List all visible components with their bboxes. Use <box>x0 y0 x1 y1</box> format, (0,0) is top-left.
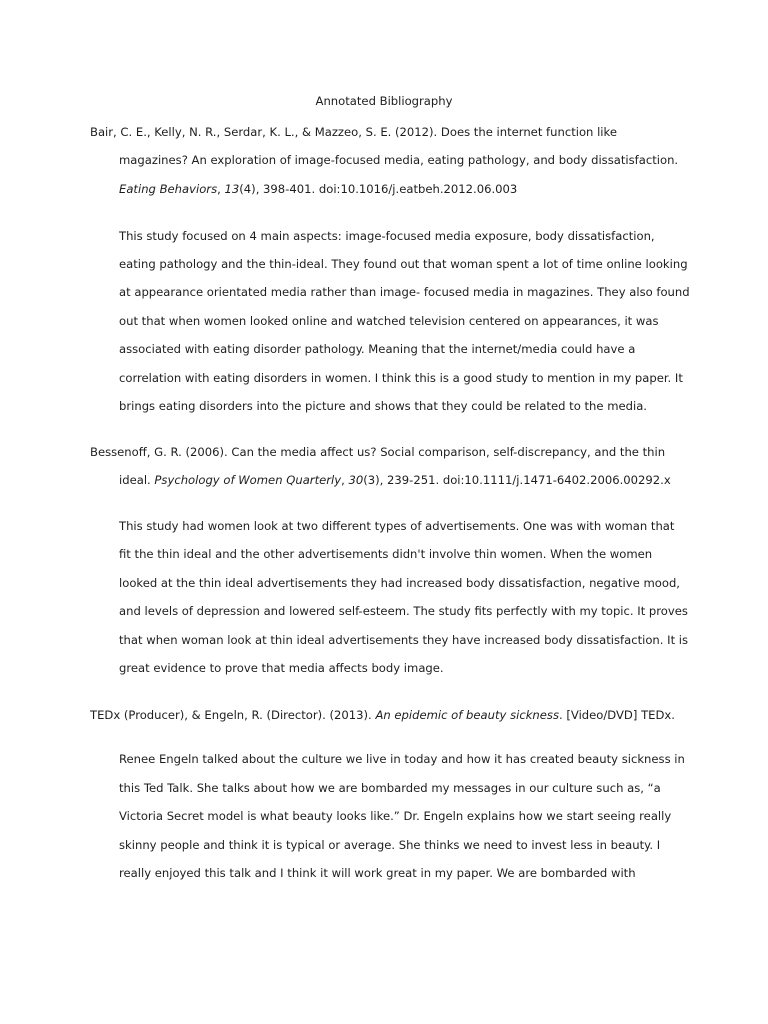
annotation-line: skinny people and think it is typical or average. She thinks we need to invest less in beauty. I <box>119 838 661 852</box>
citation-line: Bessenoff, G. R. (2006). Can the media affect us? Social comparison, self-discrepancy, and the thin <box>90 445 666 459</box>
annotation-line: Renee Engeln talked about the culture we live in today and how it has created beauty sickness in <box>119 752 685 766</box>
citation-details: (4), 398-401. doi:10.1016/j.eatbeh.2012.06.003 <box>239 182 518 196</box>
annotation-line: eating pathology and the thin-ideal. They found out that woman spent a lot of time online looking <box>119 257 688 271</box>
citation-line: Bair, C. E., Kelly, N. R., Serdar, K. L., & Mazzeo, S. E. (2012). Does the internet function like <box>90 125 617 139</box>
citation-text: TEDx (Producer), & Engeln, R. (Director). (2013). <box>90 708 376 722</box>
annotation-line: this Ted Talk. She talks about how we are bombarded my messages in our culture such as, “a <box>119 781 661 795</box>
journal-volume: 13 <box>224 182 240 196</box>
annotation-line: that when woman look at thin ideal advertisements they have increased body dissatisfaction. It is <box>119 633 689 647</box>
annotation-line: Victoria Secret model is what beauty looks like.” Dr. Engeln explains how we start seeing really <box>119 809 672 823</box>
page-title: Annotated Bibliography <box>315 94 453 108</box>
annotation-line: This study focused on 4 main aspects: image-focused media exposure, body dissatisfaction, <box>119 229 655 243</box>
citation-details: . [Video/DVD] TEDx. <box>559 708 675 722</box>
annotation-line: really enjoyed this talk and I think it will work great in my paper. We are bombarded with <box>119 866 636 880</box>
annotation-line: associated with eating disorder pathology. Meaning that the internet/media could have a <box>119 342 636 356</box>
annotation-line: correlation with eating disorders in women. I think this is a good study to mention in my paper. It <box>119 371 683 385</box>
journal-title: Psychology of Women Quarterly <box>154 473 342 487</box>
annotation-line: This study had women look at two different types of advertisements. One was with woman that <box>119 519 675 533</box>
journal-title: Eating Behaviors <box>119 182 218 196</box>
citation-line <box>90 706 675 724</box>
annotation-line: out that when women looked online and watched television centered on appearances, it was <box>119 314 659 328</box>
citation-separator: , <box>217 182 225 196</box>
work-title: An epidemic of beauty sickness <box>375 708 559 722</box>
annotation-line: and levels of depression and lowered self-esteem. The study fits perfectly with my topic. It proves <box>119 604 688 618</box>
journal-volume: 30 <box>348 473 364 487</box>
citation-line <box>119 471 671 489</box>
citation-text: ideal. <box>119 473 155 487</box>
citation-details: (3), 239-251. doi:10.1111/j.1471-6402.2006.00292.x <box>363 473 671 487</box>
citation-separator: , <box>341 473 349 487</box>
annotation-line: brings eating disorders into the picture and shows that they could be related to the media. <box>119 399 647 413</box>
citation-line <box>119 180 517 198</box>
annotation-line: fit the thin ideal and the other advertisements didn't involve thin women. When the women <box>119 547 653 561</box>
annotation-line: looked at the thin ideal advertisements they had increased body dissatisfaction, negative mood, <box>119 576 680 590</box>
annotation-line: at appearance orientated media rather than image- focused media in magazines. They also found <box>119 285 690 299</box>
citation-line: magazines? An exploration of image-focused media, eating pathology, and body dissatisfaction. <box>119 153 679 167</box>
annotation-line: great evidence to prove that media affects body image. <box>119 661 444 675</box>
